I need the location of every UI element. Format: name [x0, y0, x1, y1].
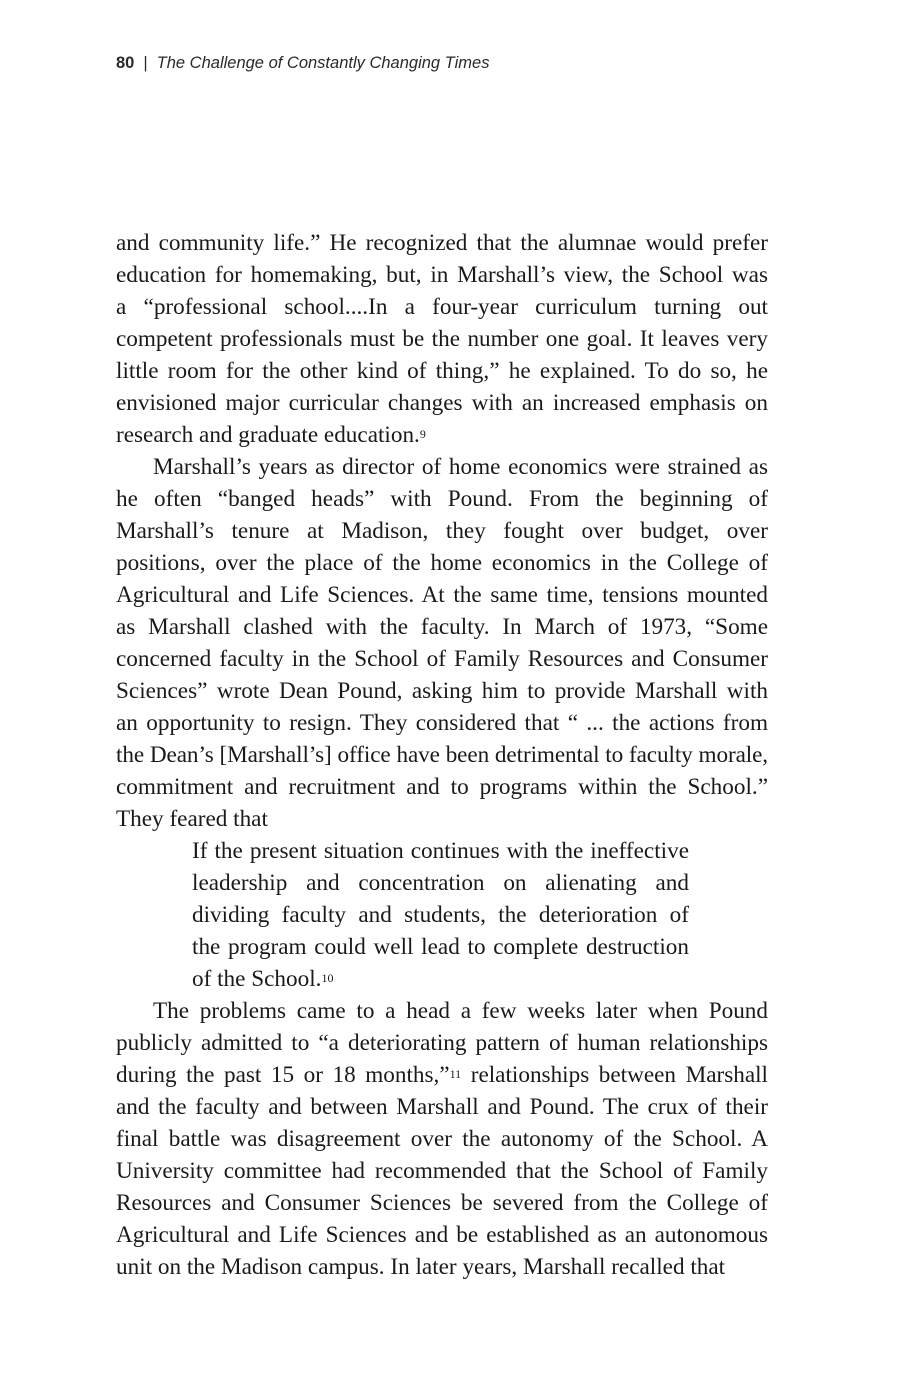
running-title: The Challenge of Constantly Changing Times: [156, 54, 490, 72]
text-fragment: during the past 15 or 18 months,”: [116, 1062, 450, 1088]
text-fragment: of the School.: [192, 966, 322, 992]
footnote-ref: 10: [321, 971, 334, 985]
paragraph-2: [116, 451, 768, 835]
text-line: and the faculty and between Marshall and Pound. The crux of their: [116, 1094, 768, 1120]
text-fragment: research and graduate education.: [116, 422, 420, 448]
text-line: Agricultural and Life Sciences. At the same time, tensions mounted: [116, 582, 768, 608]
text-line: Agricultural and Life Sciences and be established as an autonomous: [116, 1222, 768, 1248]
quote-line: the program could well lead to complete destruction: [192, 934, 689, 960]
paragraph-3: [116, 995, 768, 1283]
text-line: Marshall’s years as director of home economics were strained as: [153, 454, 768, 480]
text-line: final battle was disagreement over the autonomy of the School. A: [116, 1126, 768, 1152]
text-line: education for homemaking, but, in Marshall’s view, the School was: [116, 262, 768, 288]
text-line: unit on the Madison campus. In later years, Marshall recalled that: [116, 1254, 726, 1280]
text-line: They feared that: [116, 806, 268, 832]
quote-line: [192, 963, 689, 995]
text-line: University committee had recommended that the School of Family: [116, 1158, 768, 1184]
text-line: [116, 419, 768, 451]
text-line: Marshall’s tenure at Madison, they fought over budget, over: [116, 518, 768, 544]
footnote-ref: 11: [449, 1067, 462, 1081]
quote-line: dividing faculty and students, the deterioration of: [192, 902, 689, 928]
paragraph-1: [116, 227, 768, 451]
text-fragment: relationships between Marshall: [461, 1062, 769, 1088]
text-line: he often “banged heads” with Pound. From the beginning of: [116, 486, 768, 512]
header-separator: |: [143, 54, 148, 72]
text-line: Resources and Consumer Sciences be severed from the College of: [116, 1190, 768, 1216]
page-number: 80: [116, 54, 135, 72]
text-line: The problems came to a head a few weeks later when Pound: [153, 998, 768, 1024]
text-line: commitment and recruitment and to programs within the School.”: [116, 774, 768, 800]
text-line: competent professionals must be the number one goal. It leaves very: [116, 326, 768, 352]
text-line: envisioned major curricular changes with an increased emphasis on: [116, 390, 768, 416]
footnote-ref: 9: [419, 427, 426, 441]
text-line: [116, 1059, 768, 1091]
text-line: the Dean’s [Marshall’s] office have been detrimental to faculty morale,: [116, 742, 768, 768]
text-line: as Marshall clashed with the faculty. In March of 1973, “Some: [116, 614, 768, 640]
text-line: concerned faculty in the School of Family Resources and Consumer: [116, 646, 768, 672]
text-line: little room for the other kind of thing,” he explained. To do so, he: [116, 358, 768, 384]
running-head: [116, 54, 489, 73]
text-line: a “professional school....In a four-year curriculum turning out: [116, 294, 768, 320]
text-line: an opportunity to resign. They considered that “ ... the actions from: [116, 710, 768, 736]
text-line: Sciences” wrote Dean Pound, asking him to provide Marshall with: [116, 678, 768, 704]
text-line: publicly admitted to “a deteriorating pattern of human relationships: [116, 1030, 768, 1056]
text-line: positions, over the place of the home economics in the College of: [116, 550, 768, 576]
quote-line: leadership and concentration on alienating and: [192, 870, 689, 896]
quote-line: If the present situation continues with the ineffective: [192, 838, 689, 864]
text-line: and community life.” He recognized that the alumnae would prefer: [116, 230, 768, 256]
body-text: [116, 227, 768, 1283]
block-quote: [192, 835, 689, 995]
